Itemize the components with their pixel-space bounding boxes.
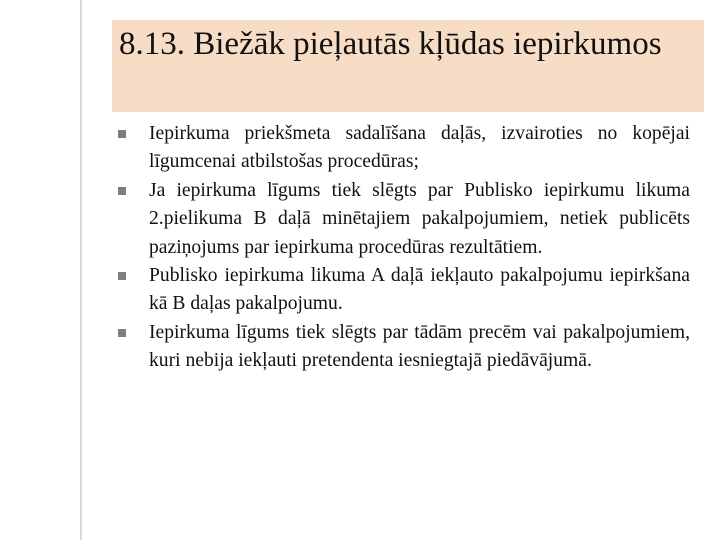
bullet-list bbox=[118, 120, 690, 376]
bullet-text: Publisko iepirkuma likuma A daļā iekļauto pakalpojumu iepirkšana kā B daļas pakalpojumu. bbox=[149, 265, 690, 315]
left-divider-line bbox=[80, 0, 82, 540]
square-bullet-icon bbox=[118, 187, 126, 195]
bullet-item bbox=[118, 319, 690, 376]
bullet-text: Iepirkuma priekšmeta sadalīšana daļās, izvairoties no kopējai līgumcenai atbilstošas procedūras; bbox=[149, 123, 690, 173]
slide-title: 8.13. Biežāk pieļautās kļūdas iepirkumos bbox=[119, 26, 662, 62]
bullet-item bbox=[118, 262, 690, 319]
bullet-item bbox=[118, 120, 690, 177]
square-bullet-icon bbox=[118, 130, 126, 138]
bullet-text: Iepirkuma līgums tiek slēgts par tādām precēm vai pakalpojumiem, kuri nebija iekļauti pretendenta iesniegtajā piedāvājumā. bbox=[149, 321, 690, 372]
square-bullet-icon bbox=[118, 329, 126, 337]
square-bullet-icon bbox=[118, 272, 126, 280]
bullet-item bbox=[118, 177, 690, 262]
bullet-text: Ja iepirkuma līgums tiek slēgts par Publisko iepirkumu likuma 2.pielikuma B daļā minētajiem pakalpojumiem, netiek publicēts paziņojums par iepirkuma procedūras rezultātiem. bbox=[149, 179, 690, 258]
